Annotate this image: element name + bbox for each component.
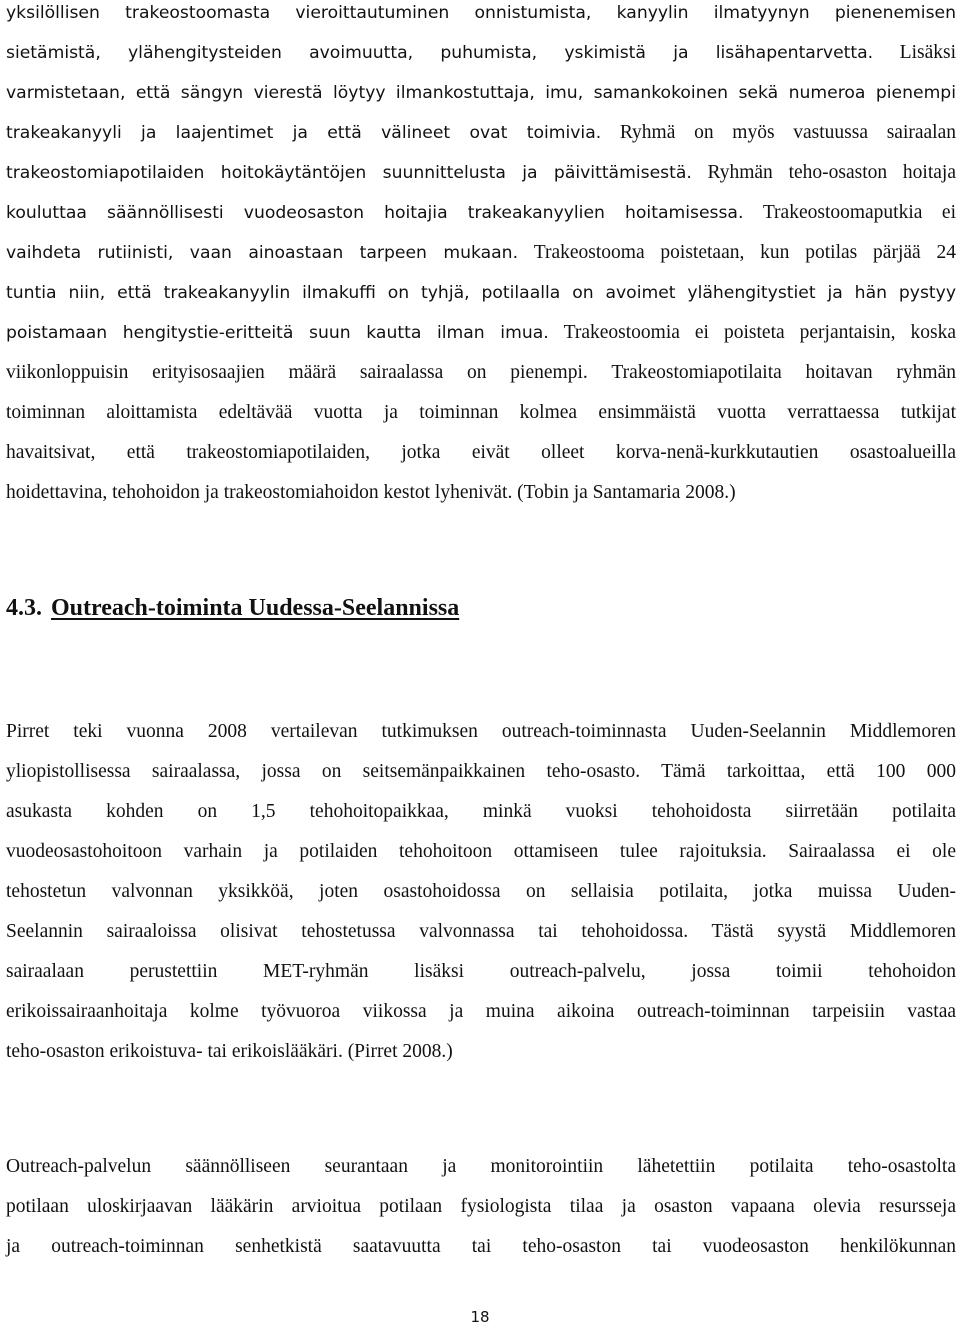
text-segment: hoidettavina, tehohoidon ja trakeostomiahoidon kestot lyhenivät. <box>6 482 513 503</box>
paragraph-outreach-palvelu <box>6 1147 956 1267</box>
text-segment: toiminnan aloittamista edeltävää vuotta ja toiminnan kolmea ensimmäistä vuotta verrattaessa tutkijat <box>6 402 956 423</box>
text-segment: trakeostomiapotilaiden hoitokäytäntöjen suunnittelusta ja päivittämisestä. <box>6 163 692 183</box>
text-segment: poistamaan hengitystie-eritteitä suun kautta ilman imua. <box>6 323 549 343</box>
text-line <box>6 233 956 273</box>
text-segment: kouluttaa säännöllisesti vuodeosaston hoitajia trakeakanyylien hoitamisessa. <box>6 203 744 223</box>
section-title: Outreach-toiminta Uudessa-Seelannissa <box>51 595 460 621</box>
text-segment: havaitsivat, että trakeostomiapotilaiden, jotka eivät olleet korva-nenä-kurkkutautien osastoalueilla <box>6 442 956 463</box>
text-segment: Trakeostomiapotilaita hoitavan ryhmän <box>611 362 956 383</box>
text-line <box>6 353 956 393</box>
text-segment: trakeakanyyli ja laajentimet ja että välineet ovat toimivia. <box>6 123 602 143</box>
paragraph-trakeostomia <box>6 0 956 513</box>
text-line: potilaan uloskirjaavan lääkärin arvioitua potilaan fysiologista tilaa ja osaston vapaana olevia resursseja <box>6 1196 956 1217</box>
text-line: sairaalaan perustettiin MET-ryhmän lisäksi outreach-palvelu, jossa toimii tehohoidon <box>6 961 956 982</box>
text-line <box>6 113 956 153</box>
text-line <box>6 73 956 113</box>
text-line: Outreach-palvelun säännölliseen seurantaan ja monitorointiin lähetettiin potilaita teho-osastolta <box>6 1156 956 1177</box>
text-line <box>6 433 956 473</box>
text-line: vuodeosastohoitoon varhain ja potilaiden tehohoitoon ottamiseen tulee rajoituksia. Sairaalassa ei ole <box>6 841 956 862</box>
text-line <box>6 313 956 353</box>
text-segment: Lisäksi <box>899 42 957 63</box>
text-line: erikoissairaanhoitaja kolme työvuoroa viikossa ja muina aikoina outreach-toiminnan tarpeisiin vastaa <box>6 1001 956 1022</box>
text-segment: Trakeostoomia ei poisteta perjantaisin, koska <box>563 322 957 343</box>
text-segment: viikonloppuisin erityisosaajien määrä sairaalassa on pienempi. <box>6 362 588 383</box>
section-number: 4.3. <box>6 595 42 621</box>
text-line <box>6 0 956 33</box>
text-line: ja outreach-toiminnan senhetkistä saatavuutta tai teho-osaston tai vuodeosaston henkilökunnan <box>6 1236 956 1257</box>
page-number: 18 <box>470 1308 490 1326</box>
text-line <box>6 33 956 73</box>
text-line: teho-osaston erikoistuva- tai erikoislääkäri. (Pirret 2008.) <box>6 1041 453 1062</box>
text-line: asukasta kohden on 1,5 tehohoitopaikkaa, minkä vuoksi tehohoidosta siirretään potilaita <box>6 801 956 822</box>
section-heading <box>6 588 459 628</box>
text-segment: Trakeostoomaputkia ei <box>762 202 957 223</box>
text-segment: Trakeostooma poistetaan, kun potilas pärjää 24 <box>533 242 957 263</box>
text-line <box>6 473 956 513</box>
text-line: Pirret teki vuonna 2008 vertailevan tutkimuksen outreach-toiminnasta Uuden-Seelannin Middlemoren <box>6 721 956 742</box>
text-line <box>6 193 956 233</box>
text-line <box>6 393 956 433</box>
text-segment: Ryhmä on myös vastuussa sairaalan <box>619 122 957 143</box>
text-line: yliopistollisessa sairaalassa, jossa on seitsemänpaikkainen teho-osasto. Tämä tarkoittaa, että 100 000 <box>6 761 956 782</box>
text-segment: Ryhmän teho-osaston hoitaja <box>707 162 956 183</box>
paragraph-pirret <box>6 712 956 1072</box>
text-segment: varmistetaan, että sängyn vierestä löytyy ilmankostuttaja, imu, samankokoinen sekä numeroa pienempi <box>6 83 956 103</box>
text-line: Seelannin sairaaloissa olisivat tehostetussa valvonnassa tai tehohoidossa. Tästä syystä Middlemoren <box>6 921 956 942</box>
text-segment: tuntia niin, että trakeakanyylin ilmakuffi on tyhjä, potilaalla on avoimet ylähengitystiet ja hän pystyy <box>6 283 956 303</box>
text-line: tehostetun valvonnan yksikköä, joten osastohoidossa on sellaisia potilaita, jotka muissa Uuden- <box>6 881 956 902</box>
text-segment: sietämistä, ylähengitysteiden avoimuutta, puhumista, yskimistä ja lisähapentarvetta. <box>6 43 874 63</box>
text-line <box>6 273 956 313</box>
text-segment: yksilöllisen trakeostoomasta vieroittautuminen onnistumista, kanyylin ilmatyynyn pienenemisen <box>6 3 956 23</box>
text-segment: vaihdeta rutiinisti, vaan ainoastaan tarpeen mukaan. <box>6 243 519 263</box>
text-line <box>6 153 956 193</box>
text-segment: (Tobin ja Santamaria 2008.) <box>517 482 736 503</box>
